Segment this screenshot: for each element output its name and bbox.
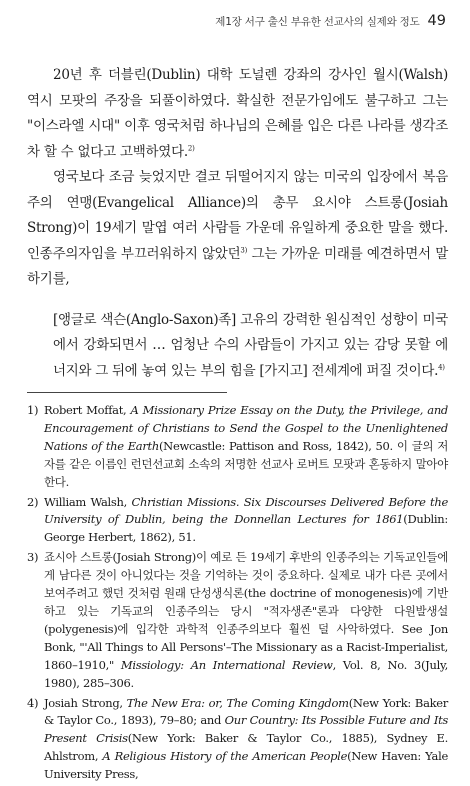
footnote-2-author: William Walsh, (44, 494, 132, 509)
footnote-number: 2) (27, 494, 39, 509)
footnote-2-details: (Dublin: George Herbert, 1862), 51. (44, 512, 448, 545)
footnote-text (44, 494, 448, 548)
footnote-4-details: (New York: Baker & Taylor Co., 1893), 79–80; and (44, 695, 448, 728)
footnote-4-title-2: Our Country: Its Possible Future and Its Present Crisis (44, 713, 448, 746)
footnote-text (44, 549, 448, 692)
footnote-number: 4) (27, 695, 39, 710)
footnote-ref-3[interactable]: 3) (240, 246, 248, 254)
footnote-3-title: Missiology: An International Review (120, 657, 333, 672)
paragraph-1 (27, 63, 448, 165)
footnote-2-title: Christian Missions. Six Discourses Delivered Before the University of Dublin, being the Donnellan Lectures for 1861 (44, 494, 448, 527)
footnote-3-details: , Vol. 8, No. 3(July, 1980), 285–306. (44, 657, 448, 690)
footnote-4-details-3: (New Haven: Yale University Press, (44, 749, 448, 782)
footnote-number: 3) (27, 550, 39, 565)
footnote-1-details: (Newcastle: Pattison and Ross, 1842), 50. 이 글의 저자를 같은 이름인 런던선교회 소속의 저명한 선교사 로버트 모팟과 혼동하지 말아야 한다. (44, 438, 448, 489)
footnote-1 (27, 402, 448, 492)
block-quote (27, 308, 448, 385)
footnote-2 (27, 494, 448, 548)
footnote-1-author: Robert Moffat, (44, 403, 131, 417)
paragraph-2-text-a: 영국보다 조금 늦었지만 결코 뒤떨어지지 않는 미국의 입장에서 복음주의 연맹(Evangelical Alliance)의 총무 요시야 스트롱(Josiah Strong)이 19세기 말엽 여러 사람들 가운데 유일하게 중요한 말을 했다. 인종주의자임을 부끄러워하지 않았던 (27, 169, 448, 262)
footnote-4-title: The New Era: or, The Coming Kingdom (126, 695, 349, 710)
footnote-4-title-3: A Religious History of the American People (102, 749, 348, 764)
footnotes (27, 402, 448, 786)
footnote-1-title: A Missionary Prize Essay on the Duty, the Privilege, and Encouragement of Christians to Send the Gospel to the Unenlightened Nations of the Earth (44, 403, 448, 453)
paragraph-2 (27, 165, 448, 293)
footnote-divider (27, 392, 227, 393)
footnote-ref-4[interactable]: 4) (438, 363, 445, 371)
paragraph-1-text: 20년 후 더블린(Dublin) 대학 도널렌 강좌의 강사인 월시(Walsh) 역시 모팟의 주장을 되풀이하였다. 확실한 전문가임에도 불구하고 그는 "이스라엘 시대" 이후 영국처럼 하나님의 은혜를 입은 다른 나라를 생각조차 할 수 없다고 고백하였다. (27, 67, 448, 160)
body-text (27, 63, 448, 384)
footnote-3-text: 죠시아 스트롱(Josiah Strong)이 예로 든 19세기 후반의 인종주의는 기독교인들에게 남다른 것이 아니었다는 것을 기억하는 것이 중요하다. 실제로 내가 다른 곳에서 보여주려고 했던 것처럼 원래 단성생식론(the doctrine of monogenesis)에 기반하고 있는 기독교의 인종주의는 당시 "적자생존"론과 다양한 다원발생설(polygenesis)에 입각한 과학적 인종주의보다 훨씬 덜 사악하였다. See Jon Bonk, "'All Things to All Persons'–The Missionary as a Racist-Imperialist, 1860–1910," (44, 550, 448, 672)
paragraph-2-text-b: 그는 가까운 미래를 예견하면서 말하기를, (27, 245, 448, 287)
footnote-4-details-2: (New York: Baker & Taylor Co., 1885), Sydney E. Ahlstrom, (44, 731, 449, 764)
footnote-text (44, 695, 448, 785)
footnote-number: 1) (27, 403, 39, 417)
block-quote-text: [앵글로 색슨(Anglo-Saxon)족] 고유의 강력한 원심적인 성향이 미국에서 강화되면서 … 엄청난 수의 사람들이 가지고 있는 감당 못할 에너지와 그 뒤에 놓여 있는 부의 힘을 [가지고] 전세계에 퍼질 것이다. (53, 311, 448, 379)
footnote-ref-2[interactable]: 2) (187, 144, 195, 152)
footnote-text (44, 402, 448, 492)
page-header (215, 13, 446, 29)
page-number: 49 (427, 13, 446, 29)
running-head: 제1장 서구 출신 부유한 선교사의 실제와 정도 (215, 16, 420, 28)
footnote-4-author: Josiah Strong, (44, 695, 127, 710)
footnote-4 (27, 695, 448, 785)
footnote-3 (27, 549, 448, 692)
